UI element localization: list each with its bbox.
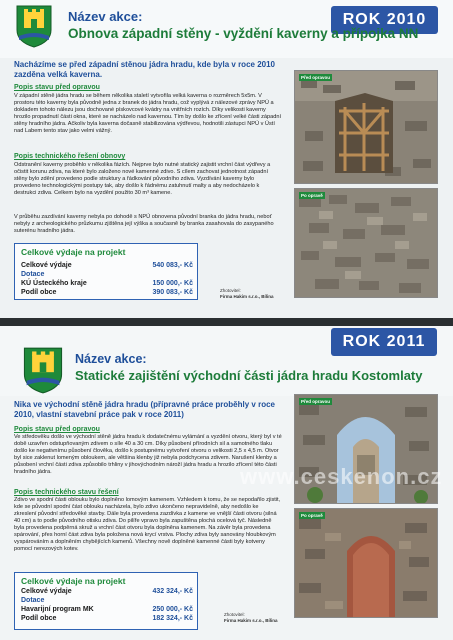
year-badge: ROK 2011 (331, 328, 437, 356)
cost-value: 432 324,- Kč (152, 588, 193, 595)
project-title: Obnova západní stěny - vyždění kaverny a přípojka NN (68, 26, 419, 41)
cost-title: Celkové výdaje na projekt (21, 247, 126, 257)
cost-summary (14, 572, 198, 630)
lead-text: Nika ve východní stěně jádra hradu (přípravné práce proběhly v roce 2010, vlastní stavební práce pak v roce 2011) (14, 400, 275, 419)
photo-after-repair (294, 188, 438, 298)
section-text-before: V západní stěně jádra hradu se během několika staletí vytvořila velká kaverna o rozměrech 5x5m. V prostoru této kaverny byla původně jedna z branek do jádra hradu, což vyplývá z nálezové zprávy NPÚ a dokladem tohoto nálezu jsou dochované pískovcové kvádry na vnitřních rozích. Díky velikosti kaverny hrozilo propadnutí části okna, které se nacházelo nad kavernou. Tím by došlo ke zřícení velké části západní stěny hradního jádra. Ačkoliv byla kaverna dočasně stabilizována výdřevou, hodnotili zástupci NPÚ v Ústí nad Labem tento stav jako velmi vážný. (14, 93, 281, 134)
cost-value: 250 000,- Kč (152, 606, 193, 613)
cost-row (21, 587, 193, 596)
board-header (0, 326, 453, 396)
section-title-solution: Popis technického řešení obnovy (14, 153, 126, 160)
photo-caption: Před opravou (301, 75, 331, 80)
project-label: Název akce: (75, 352, 147, 366)
section-title-before: Popis stavu před opravou (14, 426, 100, 433)
cost-label: Podíl obce (21, 289, 57, 296)
cost-summary (14, 243, 198, 300)
board-divider (0, 318, 453, 326)
cost-row (21, 270, 193, 279)
info-board-2010 (0, 0, 453, 318)
cost-row (21, 279, 193, 288)
photo-caption: Po opravě (301, 513, 323, 518)
cost-label: Podíl obce (21, 615, 57, 622)
cost-value: 150 000,- Kč (152, 280, 193, 287)
watermark-text: www.ceskenon.cz (240, 464, 443, 489)
cost-label: Havarijní program MK (21, 606, 94, 613)
cost-row (21, 614, 193, 623)
cost-value: 390 083,- Kč (152, 289, 193, 296)
credit-label: Zhotovitel: (224, 612, 245, 617)
cost-row (21, 261, 193, 270)
credit-name: Firma Hakim s.r.o., Bílina (224, 618, 278, 623)
cost-label: Dotace (21, 271, 45, 278)
project-title: Statické zajištění východní části jádra hradu Kostomlaty (75, 368, 423, 383)
coat-of-arms-icon (22, 346, 64, 394)
cost-row (21, 596, 193, 605)
section-title-solution: Popis technického stavu řešení (14, 489, 119, 496)
cost-label: KÚ Ústeckého kraje (21, 280, 87, 287)
photo-after-repair (294, 508, 438, 618)
cost-label: Dotace (21, 597, 45, 604)
lead-text: Nacházíme se před západní stěnou jádra hradu, kde byla v roce 2010 zazděna velká kaverna. (14, 60, 275, 79)
section-text-before: Ve středověku došlo ve východní stěně jádra hradu k dodatečnému vylámání a vyzdění otvoru, který byl v té době uzavřen odstupňovaným zdivem o síle 40 a 30 cm. Díky působení přírodních sil a samotného tlaku došlo ke negativnímu působení člověka, došlo k postupnému vytvoření otvoru o velikosti 2,5 x 4,5 m. Otvor byl sice zaklenut lomeným obloukem, ale většina klenby již nebyla podchycena zdivem. Narušení klenby a působení vrchní části zdiva způsobilo trhliny v jihovýchodním nároží jádra hradu a hrozilo zřícení této části hradního jádra. (14, 434, 282, 475)
section-text-note: V průběhu zazdívání kaverny nebyla po dohodě s NPÚ obnovena původní branka do jádra hradu, neboť nebyly z archeologického průzkumu zjištěna její výška a současně by branka zasahovala do zasypaného suterénu hradního jádra. (14, 214, 274, 234)
year-badge: ROK 2010 (331, 6, 438, 34)
section-title-before: Popis stavu před opravou (14, 84, 100, 91)
cost-row (21, 605, 193, 614)
contractor-credit (224, 612, 278, 624)
cost-label: Celkové výdaje (21, 262, 72, 269)
credit-label: Zhotovitel: (220, 288, 241, 293)
photo-caption: Po opravě (301, 193, 323, 198)
photo-caption: Před opravou (301, 399, 331, 404)
section-text-solution: Odstranění kaverny proběhlo v několika fázích. Nejprve bylo nutné statický zajistit vrchní část výdřevy a očistit korunu zdiva, na které bylo založeno nové kamenné zdivo. S cílem zachovat jednotnost západní stěny bylo zdění provedeno podle struktury a řádkování původního zdiva. Vyzdívání kaverny bylo provedeno technologickými postupy tak, aby došlo k řádnému zatuhnutí malty a aby nedocházelo k destrukci zdiva. Celkem bylo na vyzdění použito 30 m³ kamene. (14, 162, 271, 196)
board-header (0, 0, 453, 58)
photo-before-repair (294, 70, 438, 184)
cost-value: 540 083,- Kč (152, 262, 193, 269)
credit-name: Firma Hakim s.r.o., Bílina (220, 294, 274, 299)
coat-of-arms-icon (15, 4, 53, 48)
contractor-credit (220, 288, 274, 300)
cost-label: Celkové výdaje (21, 588, 72, 595)
cost-row (21, 288, 193, 297)
cost-title: Celkové výdaje na projekt (21, 576, 126, 586)
project-label: Název akce: (68, 9, 143, 24)
cost-value: 182 324,- Kč (152, 615, 193, 622)
section-text-solution: Zdivo ve spodní části oblouku bylo doplněno lomovým kamenem. Vzhledem k tomu, že se nepodařilo zjistit, kde se původní spodní část oblouku nacházela, bylo zdivo ukončeno nepravidelně, aby nedošlo ke zkreslení původní středověké stavby. Dále byla provedena zazdívka z kamene ve vnější části otvoru (silná 40 cm) a to podle původního otisku zdiva. Do pilíře vpravo byla zapuštěna plochá ocelová tyč. Následně byla provedena podpěrná skruž a vrchní část otvoru byla doplněna kamenem. Na závěr byla provedena spárování, přes horní část zdiva byla položena nová krycí vrstva. Plochy zdiva byly sanovány hloubkovým vyspárováním a doplněním chybějících kamenů. Všechny nově doplněné kamenné části byly kotveny pomocí nerezových kotev. (14, 497, 281, 552)
